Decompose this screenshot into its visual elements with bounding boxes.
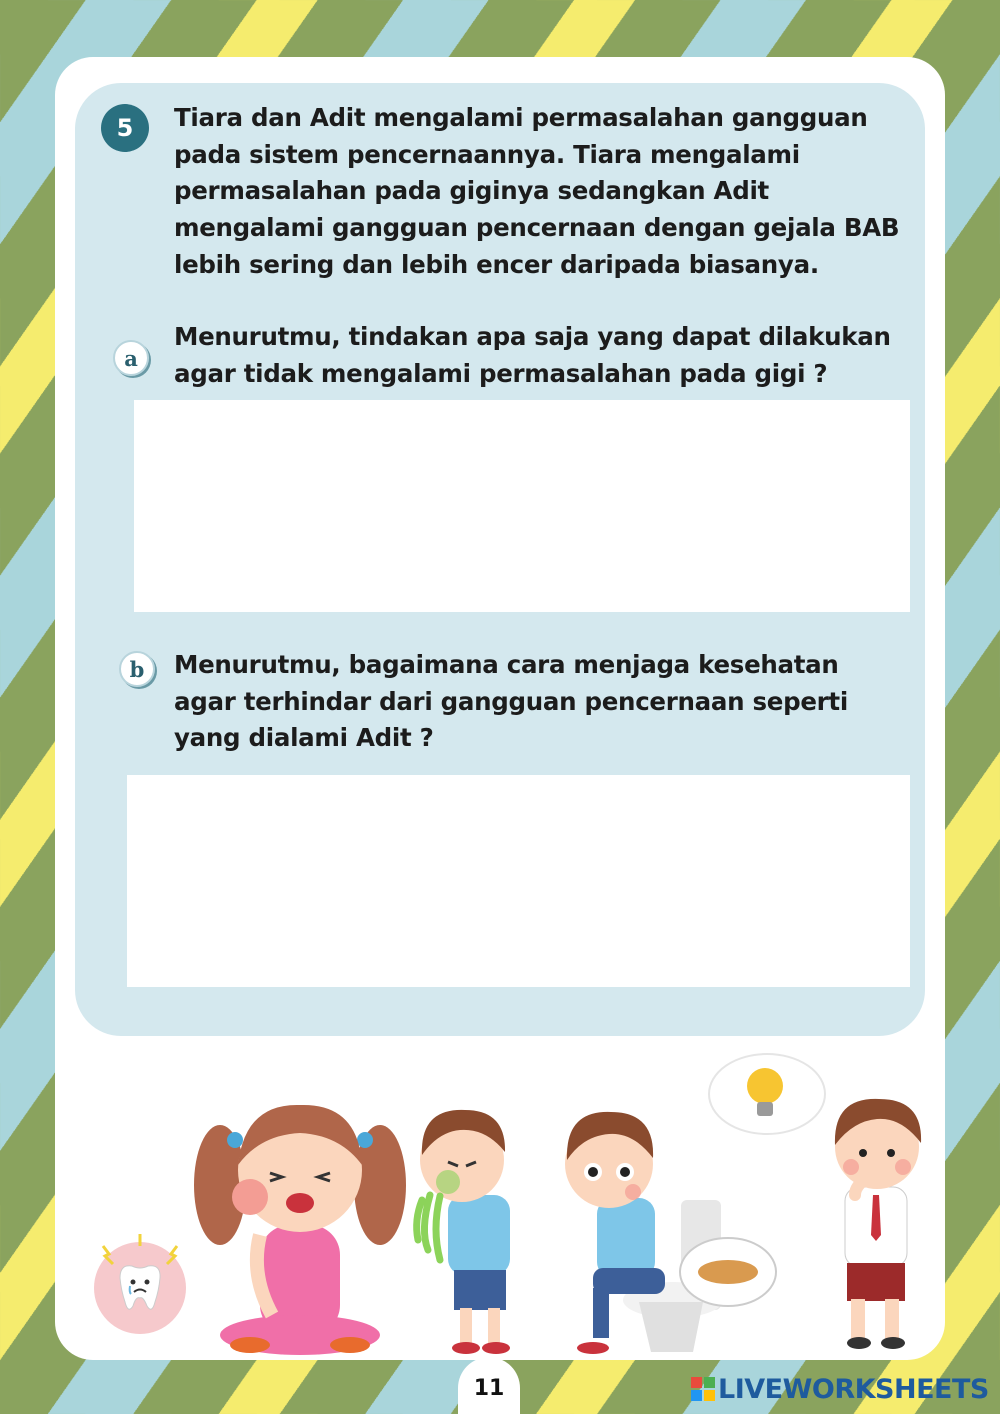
boy-vomiting-illustration (410, 1100, 530, 1360)
question-number: 5 (101, 104, 149, 152)
lightbulb-icon (705, 1050, 830, 1145)
part-a-question: Menurutmu, tindakan apa saja yang dapat dilakukan agar tidak mengalami permasalahan pada gigi ? (174, 322, 891, 388)
boy-thinking-illustration (825, 1095, 930, 1360)
part-b-badge: b (119, 651, 155, 687)
answer-a-field[interactable] (134, 400, 910, 612)
liveworksheets-icon (691, 1377, 715, 1401)
brand-logo (691, 1372, 989, 1406)
part-a-badge: a (113, 340, 149, 376)
part-b-question: Menurutmu, bagaimana cara menjaga kesehatan agar terhindar dari gangguan pencernaan seperti yang dialami Adit ? (174, 650, 848, 753)
brand-name: LIVEWORKSHEETS (718, 1373, 989, 1405)
page-number: 11 (458, 1357, 520, 1414)
question-text: Tiara dan Adit mengalami permasalahan gangguan pada sistem pencernaannya. Tiara mengalami permasalahan pada giginya sedangkan Adit mengalami gangguan pencernaan dengan gejala BAB lebih sering dan lebih encer daripada biasanya. (174, 103, 900, 279)
answer-b-field[interactable] (127, 775, 910, 987)
crying-tooth-icon (85, 1230, 195, 1335)
girl-toothache-illustration (190, 1095, 410, 1360)
